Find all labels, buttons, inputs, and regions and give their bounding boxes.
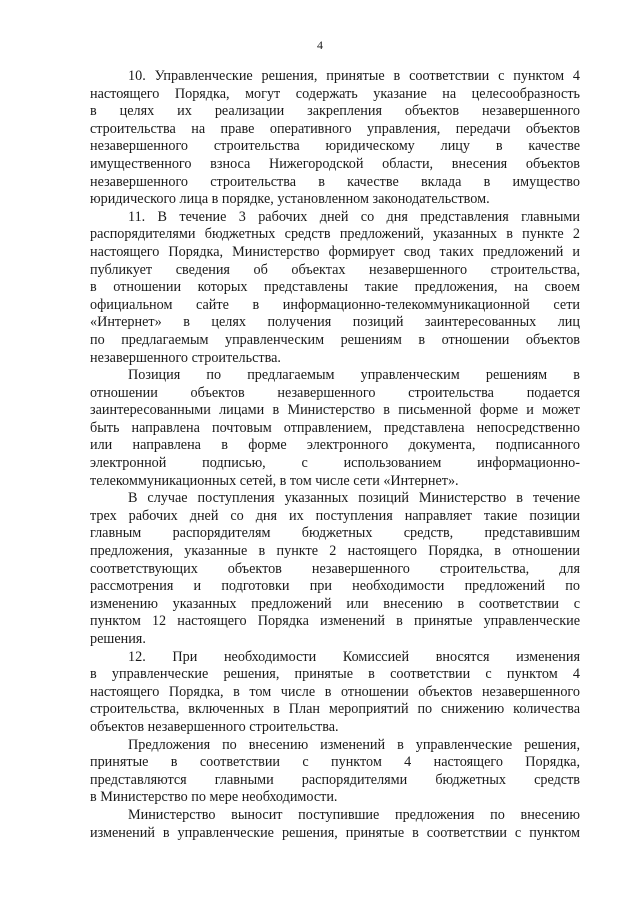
text-line: юридического лица в порядке, установленном законодательством. <box>90 191 490 208</box>
text-line: изменений в управленческие решения, принятые в соответствии с пунктом <box>90 824 580 841</box>
text-line: объектов незавершенного строительства. <box>90 718 339 735</box>
text-line: строительства, включенных в План мероприятий по снижению количества <box>90 701 580 718</box>
paragraph-12 <box>90 649 580 737</box>
text-line: трех рабочих дней со дня их поступления направляет такие позиции <box>90 507 580 524</box>
text-line: по предлагаемым управленческим решениям в отношении объектов <box>90 331 580 348</box>
text-line: незавершенного строительства в качестве вклада в имущество <box>90 173 580 190</box>
text-line: настоящего Порядка, могут содержать указание на целесообразность <box>90 85 580 102</box>
text-line: Предложения по внесению изменений в управленческие решения, <box>128 736 580 753</box>
text-line: настоящего Порядка, Министерство формирует свод таких предложений и <box>90 243 580 260</box>
text-line: официальном сайте в информационно-телекоммуникационной сети <box>90 296 580 313</box>
text-line: В случае поступления указанных позиций Министерство в течение <box>128 490 580 507</box>
text-line: в отношении которых представлены такие предложения, на своем <box>90 279 580 296</box>
text-line: решения. <box>90 631 146 647</box>
text-line: 12. При необходимости Комиссией вносятся изменения <box>128 648 580 665</box>
page-number: 4 <box>317 38 323 52</box>
text-line: Министерство выносит поступившие предложения по внесению <box>128 806 580 823</box>
text-line: отношении объектов незавершенного строительства подается <box>90 384 580 401</box>
text-line: предложения, указанные в пункте 2 настоящего Порядка, в отношении <box>90 543 580 560</box>
text-line: или направлена в форме электронного документа, подписанного <box>90 437 580 454</box>
paragraph-11 <box>90 209 580 367</box>
paragraph-ministry <box>90 807 580 842</box>
text-line: главным распорядителям бюджетных средств, представившим <box>90 525 580 542</box>
text-line: Позиция по предлагаемым управленческим решениям в <box>128 367 580 384</box>
paragraph-10 <box>90 68 580 209</box>
text-line: 11. В течение 3 рабочих дней со дня представления главными <box>128 208 580 225</box>
text-line: быть направлена почтовым отправлением, представлена непосредственно <box>90 419 580 436</box>
text-line: в целях их реализации закрепления объектов незавершенного <box>90 103 580 120</box>
text-line: в управленческие решения, принятые в соответствии с пунктом 4 <box>90 666 580 683</box>
text-line: электронной подписью, с использованием информационно- <box>90 455 580 472</box>
text-line: незавершенного строительства. <box>90 349 281 366</box>
text-line: соответствующих объектов незавершенного строительства, для <box>90 560 580 577</box>
paragraph-position <box>90 367 580 490</box>
text-line: рассмотрения и подготовки при необходимости предложений по <box>90 578 580 595</box>
text-line: настоящего Порядка, в том числе в отношении объектов незавершенного <box>90 683 580 700</box>
paragraph-proposals <box>90 737 580 807</box>
text-line: в Министерство по мере необходимости. <box>90 789 338 806</box>
text-line: незавершенного строительства юридическому лицу в качестве <box>90 138 580 155</box>
text-line: представляются главными распорядителями бюджетных средств <box>90 771 580 788</box>
document-body <box>90 68 580 842</box>
text-line: принятые в соответствии с пунктом 4 настоящего Порядка, <box>90 754 580 771</box>
text-line: 10. Управленческие решения, принятые в соответствии с пунктом 4 <box>128 68 580 84</box>
text-line: заинтересованными лицами в Министерство в письменной форме и может <box>90 402 580 419</box>
text-line: телекоммуникационных сетей, в том числе сети «Интернет». <box>90 472 459 489</box>
text-line: «Интернет» в целях получения позиций заинтересованных лиц <box>90 314 580 331</box>
paragraph-receipt <box>90 490 580 648</box>
text-line: распорядителями бюджетных средств предложений, указанных в пункте 2 <box>90 226 580 243</box>
text-line: имущественного взноса Нижегородской области, внесения объектов <box>90 155 580 172</box>
text-line: публикует сведения об объектах незавершенного строительства, <box>90 261 580 278</box>
text-line: строительства на праве оперативного управления, передачи объектов <box>90 120 580 137</box>
text-line: изменению указанных предложений или внесению в соответствии с <box>90 595 580 612</box>
text-line: пунктом 12 настоящего Порядка изменений в принятые управленческие <box>90 613 580 630</box>
